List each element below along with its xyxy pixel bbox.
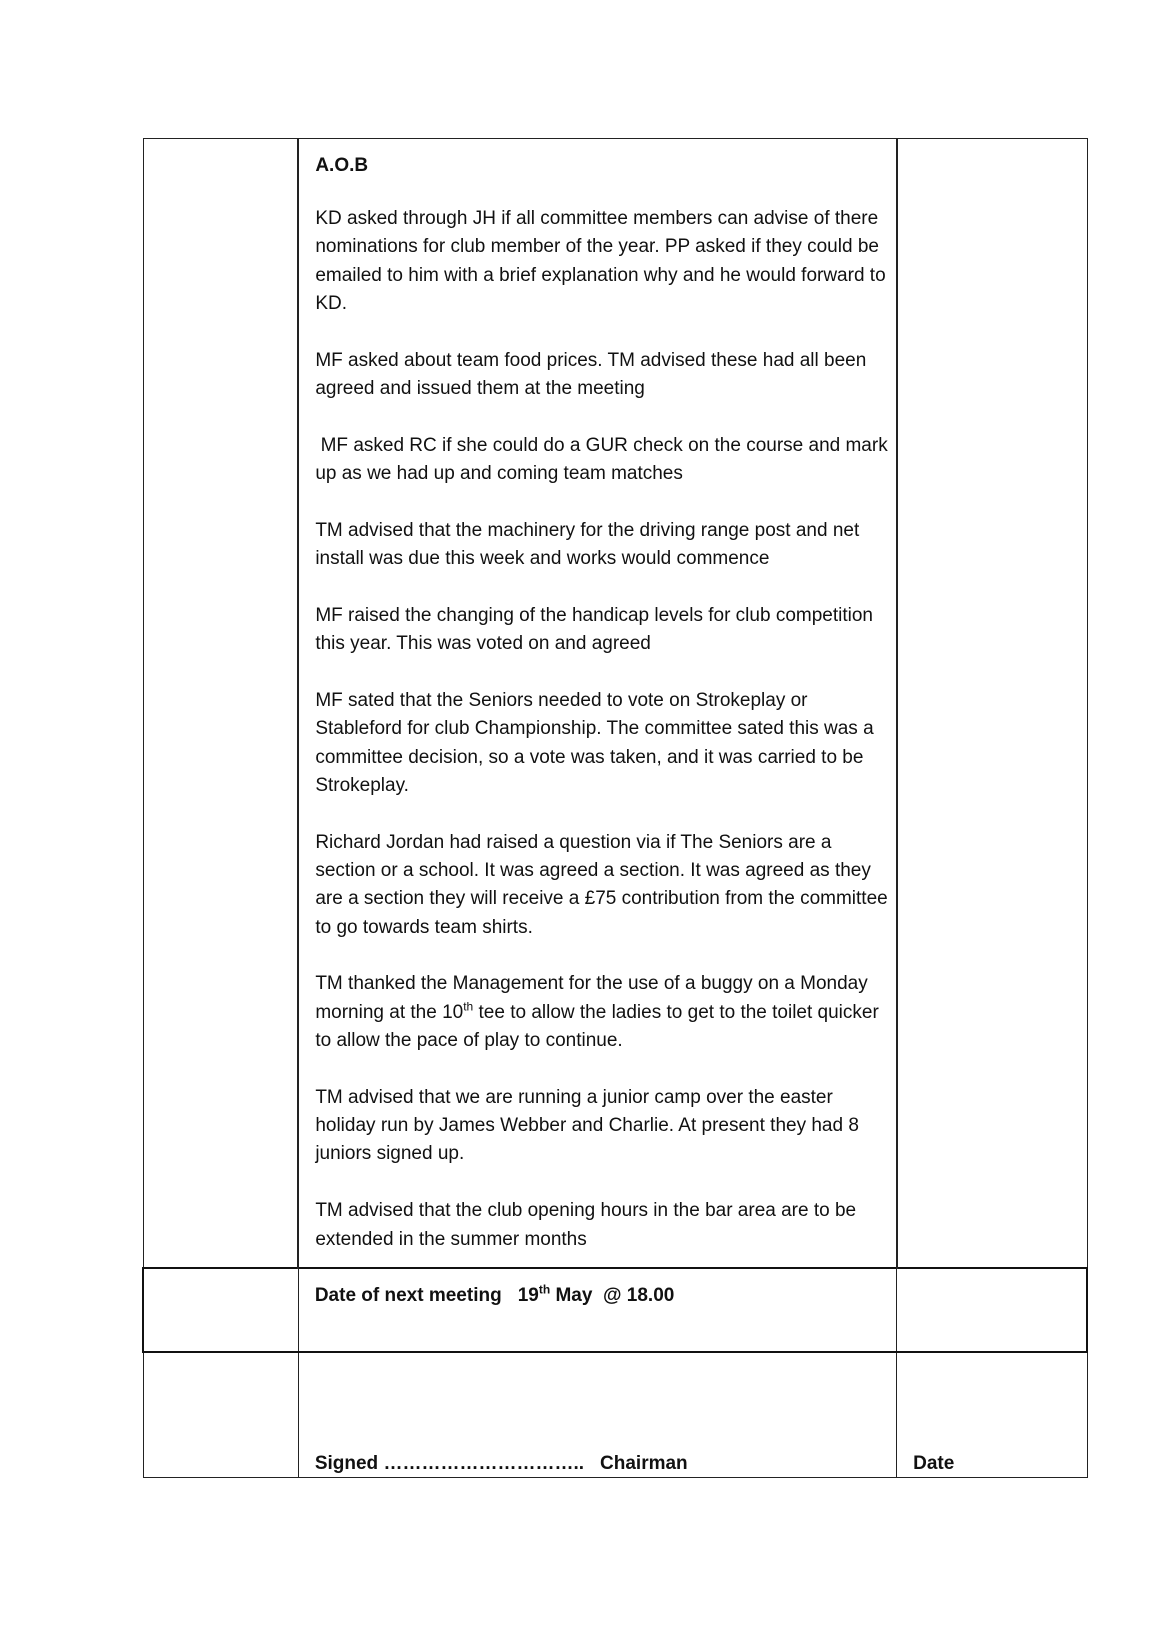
aob-paragraph-5: MF raised the changing of the handicap levels for club competition this year. This was voted on and agreed	[315, 604, 873, 655]
signature-cell	[298, 1352, 896, 1478]
aob-paragraph-6: MF sated that the Seniors needed to vote on Strokeplay or Stableford for club Championship. The committee sated this was a committee decision, so a vote was taken, and it was carried to be Strokeplay.	[315, 690, 874, 796]
next-meeting-right-cell	[897, 1268, 1087, 1352]
next-meeting-cell	[298, 1268, 896, 1352]
aob-paragraph-2: MF asked about team food prices. TM advised these had all been agreed and issued them at the meeting	[315, 349, 867, 399]
next-meeting-day-suffix: th	[538, 1282, 551, 1297]
signature-row	[143, 1352, 1087, 1478]
next-meeting-left-cell	[143, 1268, 298, 1352]
next-meeting-row	[143, 1268, 1087, 1352]
aob-paragraph-8-text-after: tee to allow the ladies to get to the toilet quicker to allow the pace of play to continue.	[315, 1001, 885, 1052]
aob-paragraph-7: Richard Jordan had raised a question via if The Seniors are a section or a school. It was agreed a section. It was agreed as they are a section they will receive a £75 contribution from the committee to go towards team shirts.	[315, 831, 888, 938]
aob-paragraph-1: KD asked through JH if all committee members can advise of there nominations for club member of the year. PP asked if they could be emailed to him with a brief explanation why and he would forward to KD.	[315, 208, 886, 314]
chairman-label: Chairman	[600, 1453, 688, 1474]
date-label: Date	[913, 1453, 955, 1474]
aob-content-cell	[298, 139, 896, 1269]
aob-right-cell	[897, 139, 1087, 1269]
aob-row	[143, 139, 1087, 1269]
next-meeting-rest: May @ 18.00	[555, 1285, 675, 1306]
aob-paragraph-3: MF asked RC if she could do a GUR check on the course and mark up as we had up and coming team matches	[315, 434, 893, 485]
aob-paragraph-8	[315, 970, 889, 1055]
next-meeting-day: 19	[517, 1285, 539, 1306]
aob-paragraph-8-text-before: TM thanked the Management for the use of a buggy on a Monday morning at the 10	[315, 973, 868, 1023]
date-cell	[897, 1352, 1087, 1478]
aob-paragraph-10: TM advised that the club opening hours in the bar area are to be extended in the summer months	[315, 1200, 857, 1250]
next-meeting-label: Date of next meeting	[314, 1285, 502, 1306]
aob-paragraph-9: TM advised that we are running a junior camp over the easter holiday run by James Webber and Charlie. At present they had 8 juniors signed up.	[315, 1086, 859, 1165]
aob-paragraph-4: TM advised that the machinery for the driving range post and net install was due this week and works would commence	[315, 519, 860, 570]
aob-paragraph-8-sup: th	[463, 999, 474, 1014]
aob-heading: A.O.B	[315, 155, 369, 176]
minutes-table	[142, 138, 1088, 1478]
signature-left-cell	[143, 1352, 298, 1478]
signed-label: Signed …………………………..	[314, 1453, 585, 1474]
aob-left-cell	[143, 139, 298, 1269]
